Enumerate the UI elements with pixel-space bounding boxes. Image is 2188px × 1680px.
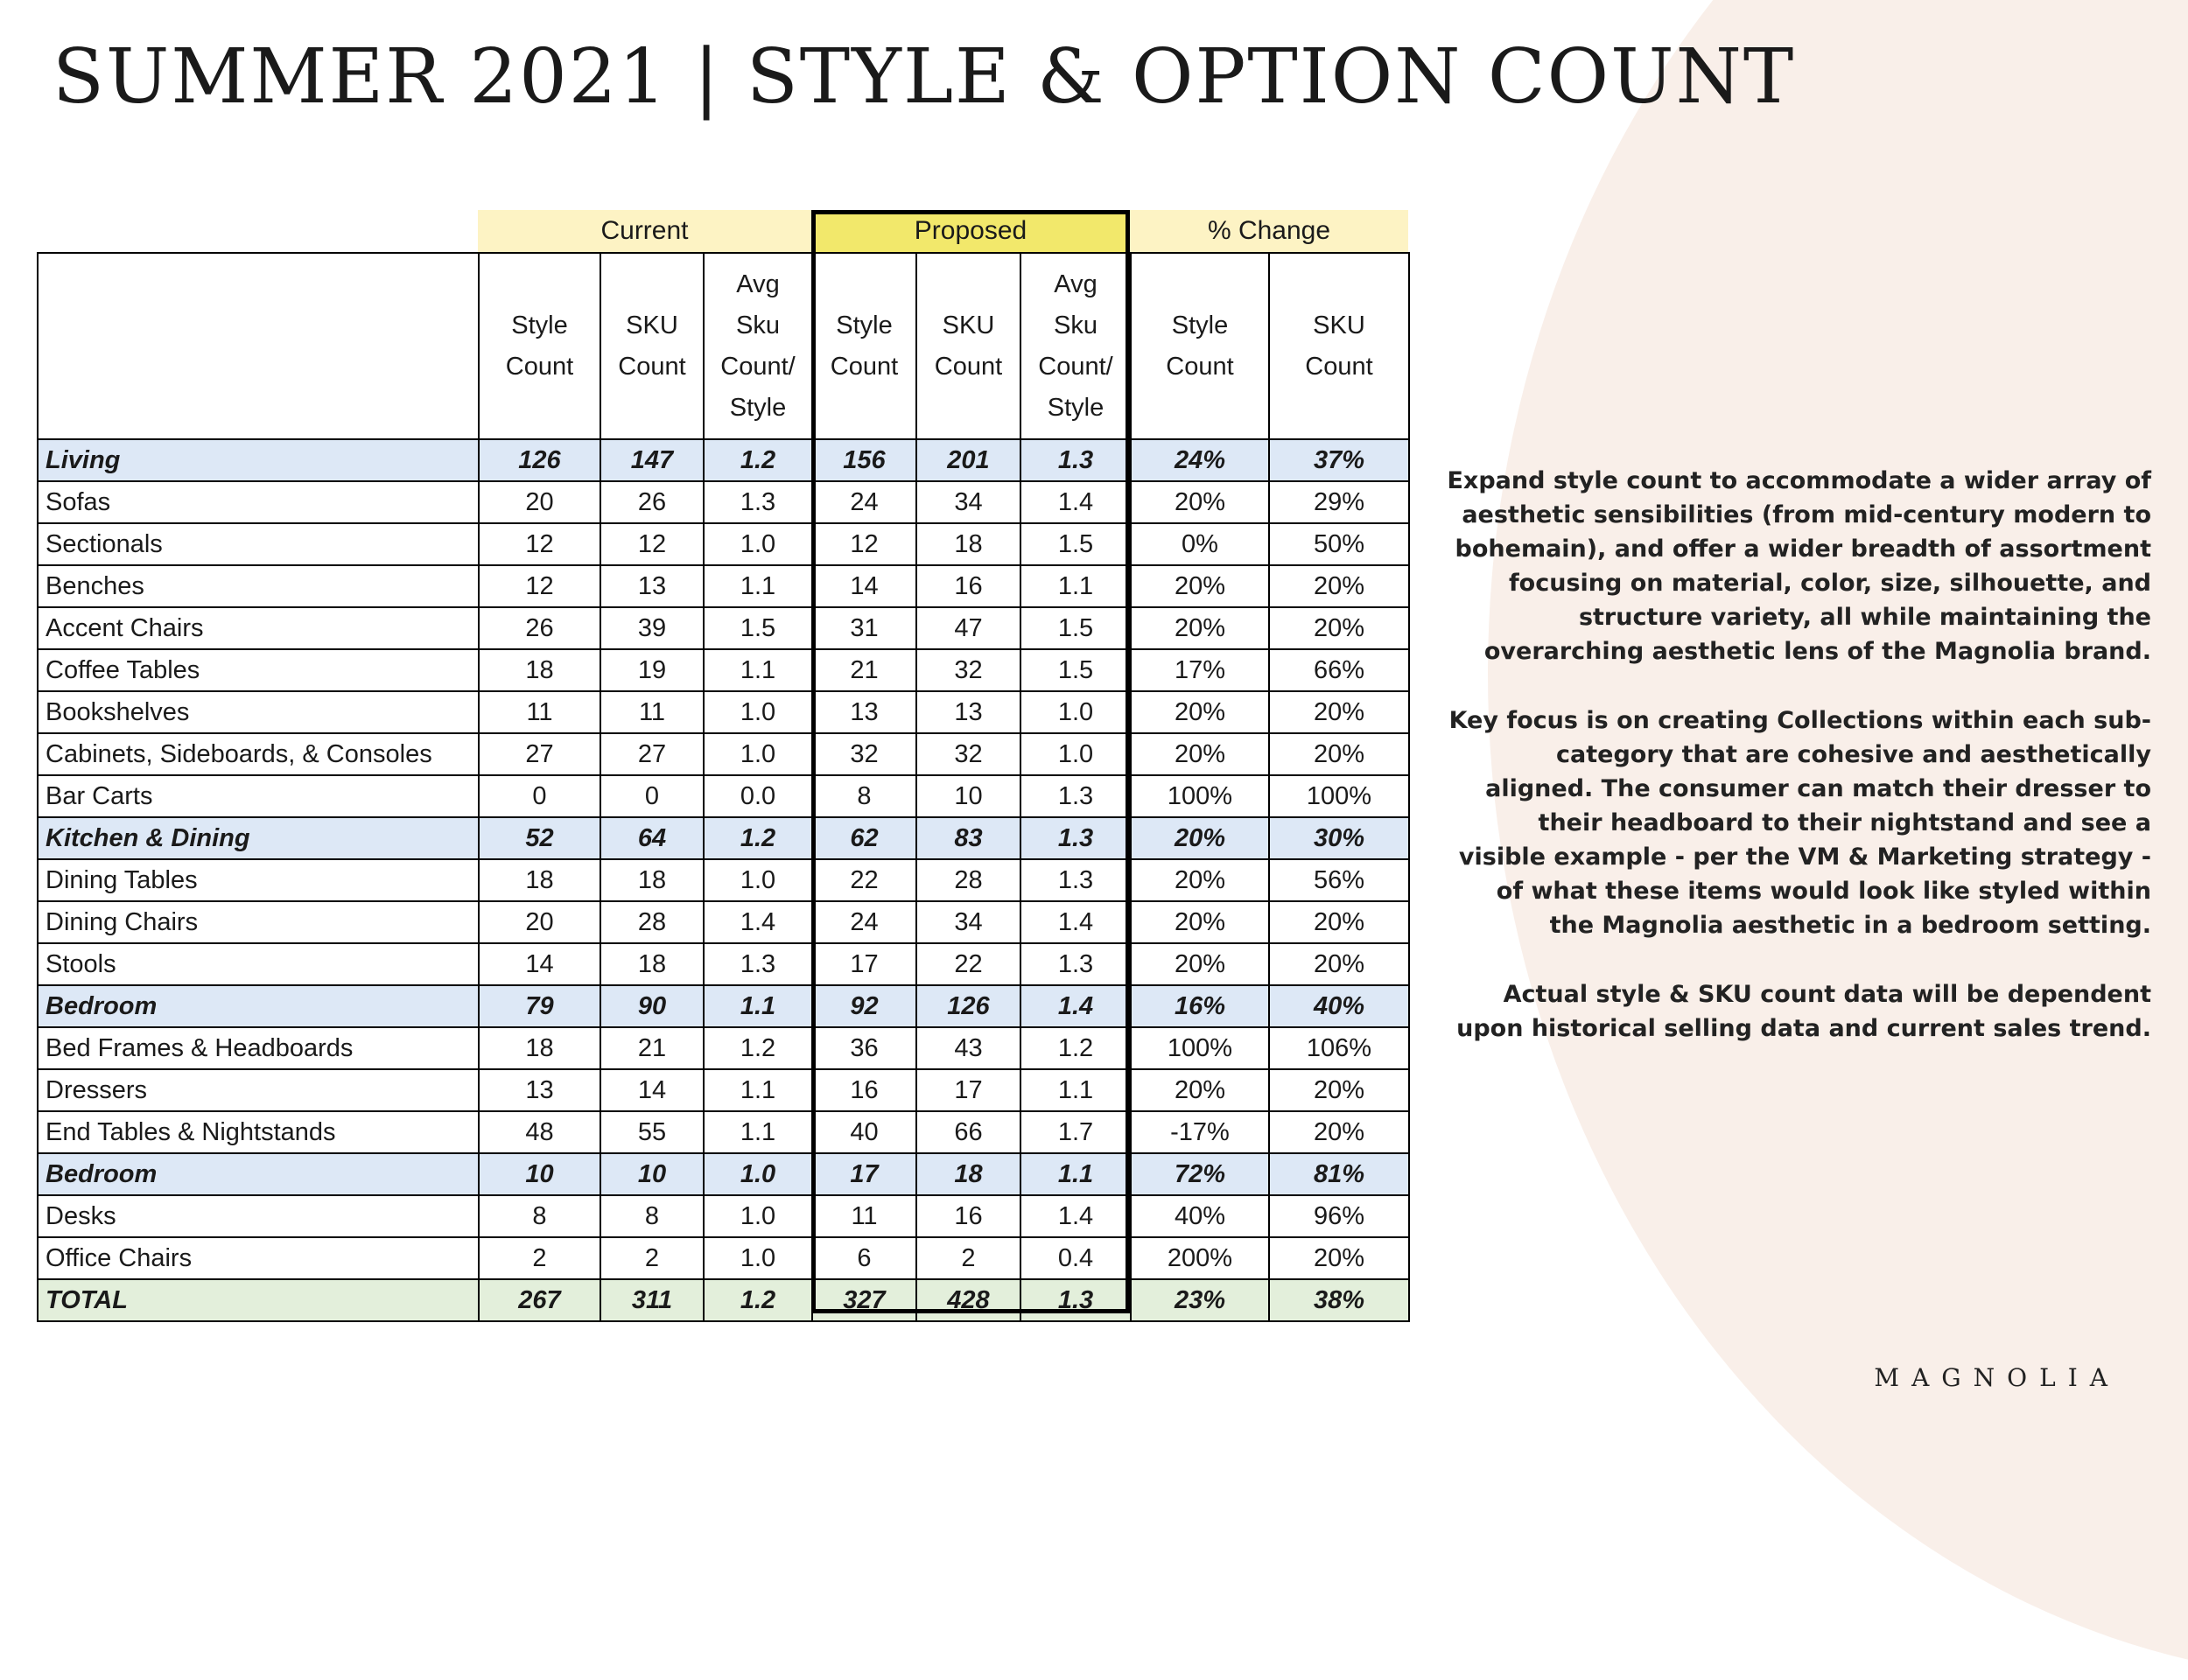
table-cell: 1.3 — [1020, 817, 1131, 859]
table-cell: 17 — [916, 1069, 1020, 1111]
table-cell: 1.0 — [704, 733, 812, 775]
table-cell: 1.4 — [1020, 901, 1131, 943]
table-cell: 1.5 — [704, 607, 812, 649]
column-header — [38, 253, 479, 439]
table-cell: 1.1 — [704, 985, 812, 1027]
table-cell: 0% — [1131, 523, 1269, 565]
table-cell: 39 — [600, 607, 704, 649]
column-header: Style Count — [1131, 253, 1269, 439]
table-cell: 13 — [812, 691, 916, 733]
table-cell: 1.4 — [1020, 1195, 1131, 1237]
table-row — [38, 943, 1409, 985]
row-label: End Tables & Nightstands — [38, 1111, 479, 1153]
table-cell: 36 — [812, 1027, 916, 1069]
table-cell: 20% — [1131, 565, 1269, 607]
table-cell: 62 — [812, 817, 916, 859]
table-cell: 1.3 — [704, 943, 812, 985]
table-row — [38, 1069, 1409, 1111]
table-cell: 26 — [479, 607, 600, 649]
table-cell: 1.0 — [704, 523, 812, 565]
table-cell: 20% — [1269, 1237, 1409, 1279]
page-title: SUMMER 2021 | STYLE & OPTION COUNT — [53, 33, 1796, 121]
table-cell: 100% — [1269, 775, 1409, 817]
table-body — [38, 439, 1409, 1321]
table-cell: 2 — [479, 1237, 600, 1279]
table-cell: 327 — [812, 1279, 916, 1321]
row-label: Stools — [38, 943, 479, 985]
table-cell: 12 — [600, 523, 704, 565]
table-cell: 100% — [1131, 1027, 1269, 1069]
table-row — [38, 1237, 1409, 1279]
table-cell: 20% — [1131, 481, 1269, 523]
table-cell: 22 — [812, 859, 916, 901]
table-cell: 21 — [600, 1027, 704, 1069]
table-cell: 1.3 — [704, 481, 812, 523]
category-row — [38, 439, 1409, 481]
table-cell: 1.4 — [704, 901, 812, 943]
table-cell: 21 — [812, 649, 916, 691]
table-cell: 1.1 — [1020, 1069, 1131, 1111]
table-cell: 1.1 — [1020, 565, 1131, 607]
category-row — [38, 817, 1409, 859]
table-cell: 14 — [479, 943, 600, 985]
table-cell: 16 — [916, 565, 1020, 607]
table-cell: 28 — [916, 859, 1020, 901]
table-cell: 1.3 — [1020, 1279, 1131, 1321]
table-cell: 14 — [600, 1069, 704, 1111]
group-header-proposed: Proposed — [811, 210, 1130, 252]
table-cell: 20% — [1131, 901, 1269, 943]
table-cell: 55 — [600, 1111, 704, 1153]
table-cell: 24 — [812, 481, 916, 523]
row-label: Sofas — [38, 481, 479, 523]
table-cell: 18 — [479, 1027, 600, 1069]
table-row — [38, 1111, 1409, 1153]
table-cell: 48 — [479, 1111, 600, 1153]
table-cell: 8 — [812, 775, 916, 817]
table-cell: 1.2 — [704, 1027, 812, 1069]
table-cell: 18 — [479, 859, 600, 901]
table-cell: 13 — [600, 565, 704, 607]
table-cell: 0.0 — [704, 775, 812, 817]
table-cell: 24 — [812, 901, 916, 943]
table-cell: 1.2 — [1020, 1027, 1131, 1069]
table-cell: 20 — [479, 901, 600, 943]
table-cell: 1.3 — [1020, 775, 1131, 817]
table-cell: 19 — [600, 649, 704, 691]
table-cell: 20% — [1269, 943, 1409, 985]
table-cell: 1.3 — [1020, 439, 1131, 481]
table-cell: 64 — [600, 817, 704, 859]
table-cell: 20% — [1131, 859, 1269, 901]
table-cell: 1.1 — [704, 1111, 812, 1153]
table-cell: 13 — [479, 1069, 600, 1111]
table-cell: 52 — [479, 817, 600, 859]
table-cell: 156 — [812, 439, 916, 481]
note-paragraph: Key focus is on creating Collections within each sub-category that are cohesive and aesthetically aligned. The consumer can match their dresser to their headboard to their nightstand and see a visible example - per the VM & Marketing strategy - of what these items would look like styled within the Magnolia aesthetic in a bedroom setting. — [1448, 707, 2151, 939]
table-cell: 16 — [812, 1069, 916, 1111]
row-label: Sectionals — [38, 523, 479, 565]
column-header: Avg Sku Count/ Style — [1020, 253, 1131, 439]
table-cell: 38% — [1269, 1279, 1409, 1321]
table-cell: 147 — [600, 439, 704, 481]
row-label: Bedroom — [38, 985, 479, 1027]
table-cell: 2 — [916, 1237, 1020, 1279]
table-cell: 13 — [916, 691, 1020, 733]
row-label: Living — [38, 439, 479, 481]
table-cell: 50% — [1269, 523, 1409, 565]
table-cell: 1.2 — [704, 817, 812, 859]
row-label: TOTAL — [38, 1279, 479, 1321]
table-cell: 32 — [812, 733, 916, 775]
table-cell: 27 — [600, 733, 704, 775]
row-label: Dining Tables — [38, 859, 479, 901]
group-header-change: % Change — [1130, 210, 1408, 252]
table-cell: 0 — [600, 775, 704, 817]
row-label: Coffee Tables — [38, 649, 479, 691]
row-label: Dressers — [38, 1069, 479, 1111]
table-cell: 1.0 — [704, 1195, 812, 1237]
table-cell: 1.4 — [1020, 481, 1131, 523]
table-cell: 1.5 — [1020, 607, 1131, 649]
table-cell: 0 — [479, 775, 600, 817]
column-header: SKU Count — [1269, 253, 1409, 439]
table-cell: 1.0 — [704, 859, 812, 901]
table-row — [38, 901, 1409, 943]
table-cell: 34 — [916, 481, 1020, 523]
table-cell: 11 — [812, 1195, 916, 1237]
table-cell: 1.3 — [1020, 943, 1131, 985]
table-cell: 1.2 — [704, 439, 812, 481]
table-cell: 1.1 — [1020, 1153, 1131, 1195]
table-cell: 20% — [1269, 607, 1409, 649]
table-cell: 267 — [479, 1279, 600, 1321]
row-label: Kitchen & Dining — [38, 817, 479, 859]
table-row — [38, 733, 1409, 775]
row-label: Desks — [38, 1195, 479, 1237]
style-option-table — [37, 252, 1410, 1322]
row-label: Office Chairs — [38, 1237, 479, 1279]
table-cell: 1.3 — [1020, 859, 1131, 901]
table-cell: 11 — [600, 691, 704, 733]
table-cell: 72% — [1131, 1153, 1269, 1195]
table-cell: 126 — [479, 439, 600, 481]
table-cell: -17% — [1131, 1111, 1269, 1153]
table-cell: 81% — [1269, 1153, 1409, 1195]
table-cell: 1.4 — [1020, 985, 1131, 1027]
table-cell: 8 — [600, 1195, 704, 1237]
table-cell: 428 — [916, 1279, 1020, 1321]
table-cell: 32 — [916, 733, 1020, 775]
column-header: Avg Sku Count/ Style — [704, 253, 812, 439]
table-cell: 1.5 — [1020, 649, 1131, 691]
notes-panel — [1444, 464, 2151, 1081]
table-cell: 20% — [1269, 1069, 1409, 1111]
table-cell: 37% — [1269, 439, 1409, 481]
table-cell: 126 — [916, 985, 1020, 1027]
table-cell: 17% — [1131, 649, 1269, 691]
table-cell: 18 — [600, 943, 704, 985]
table-row — [38, 1195, 1409, 1237]
table-row — [38, 691, 1409, 733]
row-label: Accent Chairs — [38, 607, 479, 649]
brand-logo: MAGNOLIA — [1874, 1363, 2120, 1392]
column-header: Style Count — [812, 253, 916, 439]
table-cell: 1.1 — [704, 565, 812, 607]
table-cell: 14 — [812, 565, 916, 607]
table-cell: 16% — [1131, 985, 1269, 1027]
table-cell: 1.0 — [704, 1237, 812, 1279]
table-cell: 1.2 — [704, 1279, 812, 1321]
table-cell: 27 — [479, 733, 600, 775]
note-paragraph: Actual style & SKU count data will be dependent upon historical selling data and current sales trend. — [1456, 981, 2151, 1042]
table-cell: 10 — [479, 1153, 600, 1195]
row-label: Bookshelves — [38, 691, 479, 733]
table-row — [38, 565, 1409, 607]
table-row — [38, 1027, 1409, 1069]
table-cell: 20% — [1269, 1111, 1409, 1153]
table-cell: 106% — [1269, 1027, 1409, 1069]
table-cell: 16 — [916, 1195, 1020, 1237]
table-cell: 17 — [812, 943, 916, 985]
table-cell: 40 — [812, 1111, 916, 1153]
table-cell: 200% — [1131, 1237, 1269, 1279]
table-cell: 30% — [1269, 817, 1409, 859]
table-cell: 20% — [1269, 565, 1409, 607]
category-row — [38, 985, 1409, 1027]
table-cell: 20% — [1269, 901, 1409, 943]
table-cell: 24% — [1131, 439, 1269, 481]
table-cell: 20% — [1131, 733, 1269, 775]
table-cell: 1.0 — [1020, 733, 1131, 775]
table-cell: 2 — [600, 1237, 704, 1279]
table-row — [38, 481, 1409, 523]
table-cell: 17 — [812, 1153, 916, 1195]
table-cell: 23% — [1131, 1279, 1269, 1321]
table-cell: 1.7 — [1020, 1111, 1131, 1153]
table-cell: 31 — [812, 607, 916, 649]
row-label: Bedroom — [38, 1153, 479, 1195]
table-cell: 32 — [916, 649, 1020, 691]
table-cell: 29% — [1269, 481, 1409, 523]
table-cell: 56% — [1269, 859, 1409, 901]
table-cell: 83 — [916, 817, 1020, 859]
table-cell: 20% — [1131, 1069, 1269, 1111]
table-cell: 79 — [479, 985, 600, 1027]
row-label: Cabinets, Sideboards, & Consoles — [38, 733, 479, 775]
table-cell: 20% — [1269, 691, 1409, 733]
table-cell: 92 — [812, 985, 916, 1027]
table-cell: 18 — [600, 859, 704, 901]
table-cell: 18 — [916, 1153, 1020, 1195]
table-cell: 34 — [916, 901, 1020, 943]
table-cell: 311 — [600, 1279, 704, 1321]
table-cell: 201 — [916, 439, 1020, 481]
row-label: Bar Carts — [38, 775, 479, 817]
table-cell: 10 — [916, 775, 1020, 817]
row-label: Bed Frames & Headboards — [38, 1027, 479, 1069]
table-cell: 100% — [1131, 775, 1269, 817]
group-header-current: Current — [478, 210, 811, 252]
table-cell: 28 — [600, 901, 704, 943]
table-cell: 43 — [916, 1027, 1020, 1069]
table-cell: 0.4 — [1020, 1237, 1131, 1279]
table-row — [38, 607, 1409, 649]
table-cell: 12 — [812, 523, 916, 565]
table-cell: 12 — [479, 523, 600, 565]
table-cell: 26 — [600, 481, 704, 523]
table-cell: 66 — [916, 1111, 1020, 1153]
table-cell: 22 — [916, 943, 1020, 985]
column-header: SKU Count — [916, 253, 1020, 439]
table-cell: 1.5 — [1020, 523, 1131, 565]
table-row — [38, 859, 1409, 901]
table-cell: 90 — [600, 985, 704, 1027]
table-row — [38, 523, 1409, 565]
total-row — [38, 1279, 1409, 1321]
category-row — [38, 1153, 1409, 1195]
table-row — [38, 775, 1409, 817]
table-cell: 66% — [1269, 649, 1409, 691]
table-cell: 11 — [479, 691, 600, 733]
table-cell: 40% — [1269, 985, 1409, 1027]
table-cell: 18 — [479, 649, 600, 691]
table-cell: 20% — [1131, 691, 1269, 733]
table-cell: 1.0 — [704, 1153, 812, 1195]
table-cell: 20 — [479, 481, 600, 523]
table-cell: 6 — [812, 1237, 916, 1279]
table-cell: 40% — [1131, 1195, 1269, 1237]
table-cell: 1.0 — [1020, 691, 1131, 733]
column-header: SKU Count — [600, 253, 704, 439]
table-cell: 20% — [1131, 817, 1269, 859]
table-cell: 47 — [916, 607, 1020, 649]
row-label: Dining Chairs — [38, 901, 479, 943]
table-cell: 10 — [600, 1153, 704, 1195]
row-label: Benches — [38, 565, 479, 607]
table-cell: 1.1 — [704, 1069, 812, 1111]
column-header-row — [38, 253, 1409, 439]
table-row — [38, 649, 1409, 691]
table-cell: 18 — [916, 523, 1020, 565]
table-cell: 20% — [1131, 943, 1269, 985]
table-cell: 1.0 — [704, 691, 812, 733]
table-cell: 8 — [479, 1195, 600, 1237]
note-paragraph: Expand style count to accommodate a wider array of aesthetic sensibilities (from mid-century modern to bohemain), and offer a wider breadth of assortment focusing on material, color, size, silhouette, and structure variety, all while maintaining the overarching aesthetic lens of the Magnolia brand. — [1447, 467, 2151, 665]
table-cell: 20% — [1131, 607, 1269, 649]
column-header: Style Count — [479, 253, 600, 439]
table-cell: 1.1 — [704, 649, 812, 691]
table-cell: 20% — [1269, 733, 1409, 775]
table-cell: 12 — [479, 565, 600, 607]
table-cell: 96% — [1269, 1195, 1409, 1237]
